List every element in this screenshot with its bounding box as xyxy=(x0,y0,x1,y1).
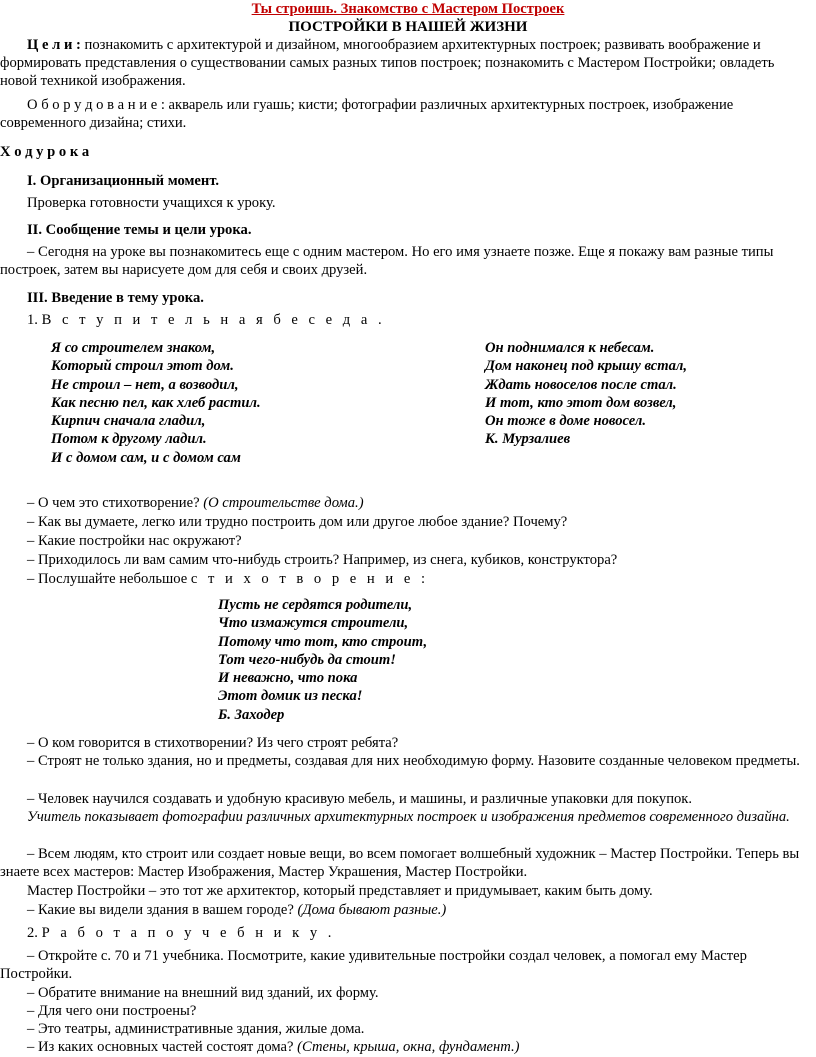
subsection2-label: Р а б о т а п о у ч е б н и к у . xyxy=(41,925,335,941)
poem-line: Кирпич сначала гладил, xyxy=(51,413,206,430)
subsection1-heading xyxy=(0,311,810,329)
paragraph-6 xyxy=(0,901,810,919)
paragraph-6-text: – Какие вы видели здания в вашем городе? xyxy=(27,902,294,918)
subsection2-number: 2. xyxy=(27,925,38,941)
poem1-left-column xyxy=(51,339,261,467)
subsection1-label: В с т у п и т е л ь н а я б е с е д а . xyxy=(41,312,386,328)
paragraph-8: – Обратите внимание на внешний вид зданий, их форму. xyxy=(27,985,379,1001)
poem-line: Он тоже в доме новосел. xyxy=(485,413,647,430)
question-3: – Какие постройки нас окружают? xyxy=(27,533,242,549)
poem-line: И неважно, что пока xyxy=(218,670,358,687)
poem1-right-column xyxy=(485,339,687,449)
paragraph-11-text: – Из каких основных частей состоят дома? xyxy=(27,1039,294,1055)
poem-line: Дом наконец под крышу встал, xyxy=(485,358,688,375)
subsection2-heading xyxy=(0,924,810,942)
goals-label: Ц е л и : xyxy=(27,37,81,53)
paragraph-1: – Строят не только здания, но и предметы, создавая для них необходимую форму. Назовите созданные человеком предметы. xyxy=(27,753,800,769)
section3-heading: III. Введение в тему урока. xyxy=(27,290,204,306)
paragraph-10: – Это театры, административные здания, жилые дома. xyxy=(27,1021,365,1037)
section2-text: – Сегодня на уроке вы познакомитесь еще с одним мастером. Но его имя узнаете позже. Еще я покажу вам разные типы построек, затем вы нарисуете дом для себя и своих друзей. xyxy=(0,244,774,278)
equipment-label: О б о р у д о в а н и е : xyxy=(27,97,165,113)
question-1-text: – О чем это стихотворение? xyxy=(27,495,200,511)
poem-line: Потому что тот, кто строит, xyxy=(218,633,428,650)
question-2: – Как вы думаете, легко или трудно построить дом или другое любое здание? Почему? xyxy=(27,514,568,530)
poem-line: Этот домик из песка! xyxy=(218,688,363,705)
poem-line: Он поднимался к небесам. xyxy=(485,340,655,356)
poem-author: Б. Заходер xyxy=(218,706,285,723)
poem-line: Что измажутся строители, xyxy=(218,615,409,632)
question-4: – Приходилось ли вам самим что-нибудь строить? Например, из снега, кубиков, конструктора? xyxy=(27,552,618,568)
paragraph-7: – Откройте с. 70 и 71 учебника. Посмотрите, какие удивительные постройки создал человек, а помогал ему Мастер Постройки. xyxy=(0,948,747,982)
paragraph-2: – Человек научился создавать и удобную красивую мебель, и машины, и различные упаковки для покупок. xyxy=(27,791,693,807)
document-subtitle: ПОСТРОЙКИ В НАШЕЙ ЖИЗНИ xyxy=(288,19,528,35)
paragraph-5: Мастер Постройки – это тот же архитектор, который представляет и придумывает, каким быть дому. xyxy=(27,883,653,899)
question-5-text: – Послушайте небольшое xyxy=(27,571,188,587)
poem-line: Как песню пел, как хлеб растил. xyxy=(51,394,261,411)
poem-line: И с домом сам, и с домом сам xyxy=(51,449,241,466)
paragraph-11-answer: (Стены, крыша, окна, фундамент.) xyxy=(297,1039,520,1055)
section1-text: Проверка готовности учащихся к уроку. xyxy=(27,195,276,211)
paragraph-6-answer: (Дома бывают разные.) xyxy=(297,902,447,918)
paragraph-11 xyxy=(0,1038,810,1056)
equipment-paragraph xyxy=(0,96,810,132)
paragraph-4: – Всем людям, кто строит или создает новые вещи, во всем помогает волшебный художник – Мастер Постройки. Теперь вы знаете всех мастеров: Мастер Изображения, Мастер Украшения, Мастер Постройки. xyxy=(0,846,800,880)
poem-line: Пусть не сердятся родители, xyxy=(218,597,413,613)
question-5 xyxy=(0,570,810,588)
goals-text: познакомить с архитектурой и дизайном, многообразием архитектурных построек; развивать воображение и формировать представления о существовании самых разных типов построек; познакомить с Мастером Постройки; овладеть новой техникой изображения. xyxy=(0,37,775,89)
poem2 xyxy=(218,596,427,724)
goals-paragraph xyxy=(0,36,810,90)
poem-line: Я со строителем знаком, xyxy=(51,340,216,356)
question-5-spaced: с т и х о т в о р е н и е : xyxy=(190,571,429,587)
poem-line: Потом к другому ладил. xyxy=(51,431,207,448)
paragraph-9: – Для чего они построены? xyxy=(27,1003,197,1019)
progress-heading: Х о д у р о к а xyxy=(0,144,90,160)
question-1 xyxy=(0,494,810,512)
section1-heading: I. Организационный момент. xyxy=(27,173,220,189)
poem-line: Не строил – нет, а возводил, xyxy=(51,376,239,393)
poem-line: И тот, кто этот дом возвел, xyxy=(485,394,677,411)
poem-line: Ждать новоселов после стал. xyxy=(485,376,677,393)
poem-author: К. Мурзалиев xyxy=(485,431,571,448)
equipment-text: акварель или гуашь; кисти; фотографии различных архитектурных построек, изображение современного дизайна; стихи. xyxy=(0,97,734,131)
poem-line: Который строил этот дом. xyxy=(51,358,234,375)
document-title: Ты строишь. Знакомство с Мастером Построек xyxy=(251,1,565,17)
question-1-answer: (О строительстве дома.) xyxy=(203,495,364,511)
teacher-note: Учитель показывает фотографии различных архитектурных построек и изображения предметов современного дизайна. xyxy=(27,809,790,825)
subsection1-number: 1. xyxy=(27,312,38,328)
question-6: – О ком говорится в стихотворении? Из чего строят ребята? xyxy=(27,735,399,751)
poem-line: Тот чего-нибудь да стоит! xyxy=(218,651,396,668)
section2-heading: II. Сообщение темы и цели урока. xyxy=(27,222,252,238)
